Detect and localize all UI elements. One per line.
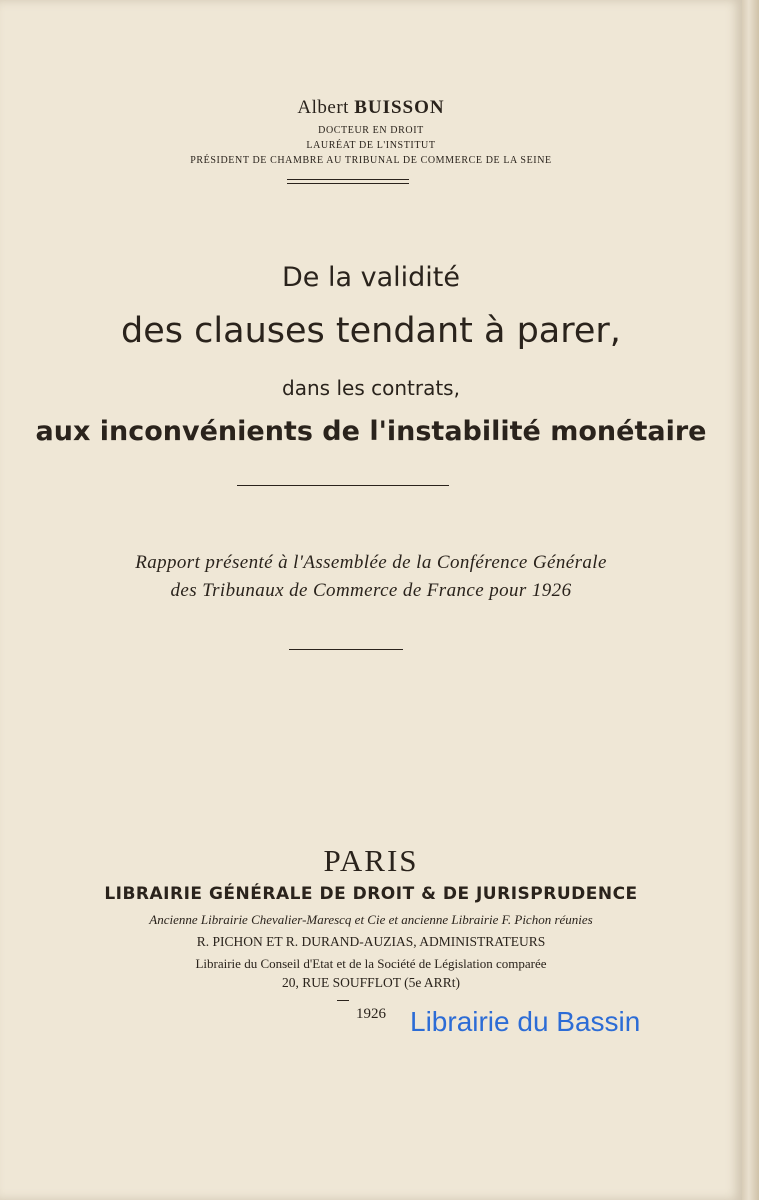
divider [337,1000,349,1001]
report-description: Rapport présenté à l'Assemblée de la Conférence Générale [135,552,607,573]
author-last-name: BUISSON [354,97,445,118]
author-name [0,97,742,119]
publisher-city: PARIS [323,843,419,878]
author-credential: DOCTEUR EN DROIT [318,125,424,136]
book-title-line: aux inconvénients de l'instabilité monétaire [35,416,707,447]
publication-year: 1926 [356,1006,386,1022]
publisher-name: LIBRAIRIE GÉNÉRALE DE DROIT & DE JURISPRUDENCE [104,884,638,904]
divider [287,179,409,180]
book-title-line: des clauses tendant à parer, [121,311,621,351]
author-credential: PRÉSIDENT DE CHAMBRE AU TRIBUNAL DE COMMERCE DE LA SEINE [190,155,552,166]
book-title-line: De la validité [282,262,460,293]
report-description: des Tribunaux de Commerce de France pour 1926 [170,580,572,601]
publisher-council: Librairie du Conseil d'Etat et de la Société de Législation comparée [195,956,547,971]
author-first-name: Albert [297,97,349,118]
publisher-admins: R. PICHON ET R. DURAND-AUZIAS, ADMINISTRATEURS [196,934,546,949]
divider [237,485,449,486]
publisher-former: Ancienne Librairie Chevalier-Marescq et Cie et ancienne Librairie F. Pichon réunies [149,912,593,927]
watermark: Librairie du Bassin [410,1006,641,1037]
author-credential: LAURÉAT DE L'INSTITUT [306,140,436,151]
divider [287,183,409,184]
divider [289,649,403,650]
book-title-line: dans les contrats, [282,376,460,400]
page-edge [742,0,759,1200]
publisher-address: 20, RUE SOUFFLOT (5e ARRt) [282,975,460,990]
